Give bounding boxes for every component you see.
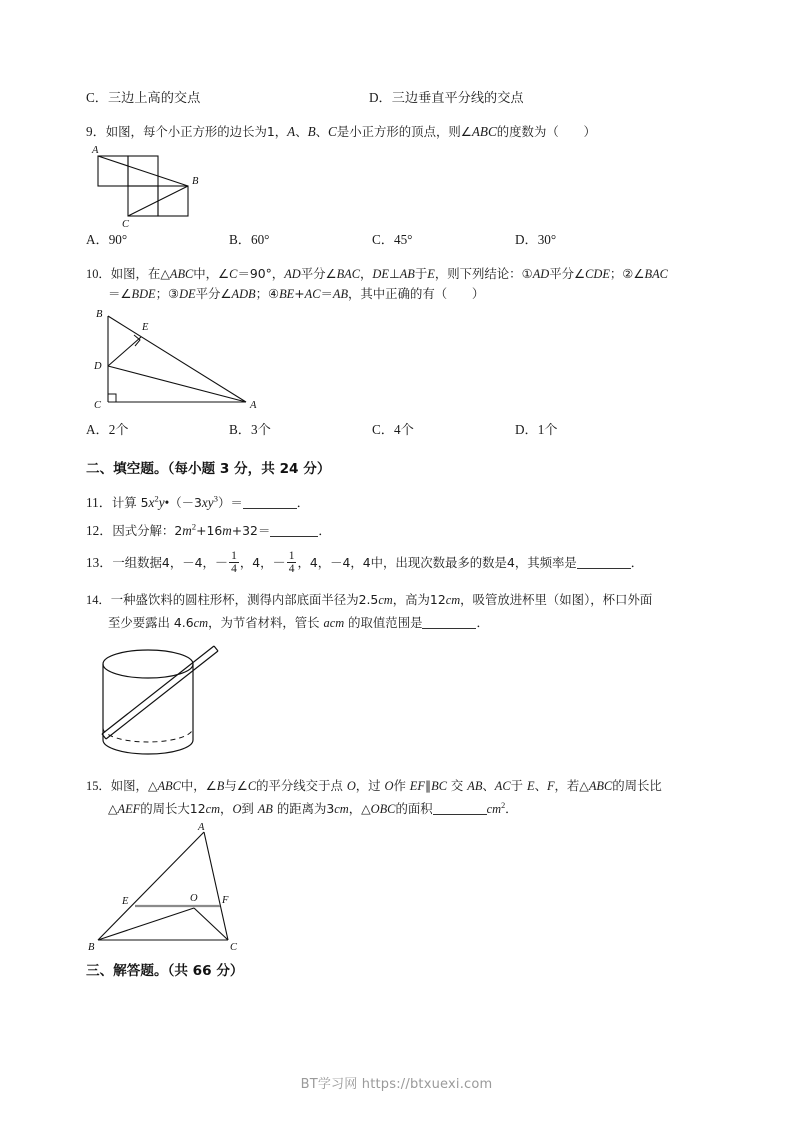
q15-v3: C [247,779,257,793]
q9-text-1: 如图，每个小正方形的边长为1， [105,124,288,139]
q9-option-c[interactable]: C．45° [372,232,413,247]
q11-period: ． [296,495,310,510]
q15-t13: 的周长比 [612,778,662,793]
q12-number: 12． [86,523,113,538]
q15-label-O: O [190,893,198,904]
q10-options-row [86,420,708,440]
q12-t1: 因式分解：2 [112,523,183,538]
q13-t3: ，4，－4，4中，出现次数最多的数是4，其频率是 [297,555,577,570]
q10-stem-line1 [86,264,708,284]
q12-sup1: 2 [191,521,197,532]
q15-label-E: E [122,896,129,907]
q9-grid-figure-svg [86,142,266,230]
q15-figure [86,822,708,954]
q8-options-row [86,88,708,108]
q15-v5: O [384,779,394,793]
q14-t2: ，高为12 [392,592,446,607]
q11-v1: x [148,495,155,510]
q10-l2-t1: ＝∠ [108,286,132,301]
q10-l2-v5: AC [304,287,321,301]
q10-v5: DE [372,267,389,281]
q14-period: ． [476,615,489,630]
q14-t1: 一种盛饮料的圆柱形杯，测得内部底面半径为2.5 [110,592,379,607]
q14-stem-line2 [86,610,708,636]
q15-l2-t3: ， [220,801,233,816]
q15-l2-t6: ，△ [348,801,371,816]
q15-label-F: F [222,895,229,906]
q10-l2-t6: ＝ [320,286,333,301]
q11-t3: ）＝ [217,495,243,510]
q10-label-B: B [96,309,103,320]
q14-unit-3: cm [193,616,209,630]
q15-l2-v6: OBC [370,802,396,816]
q14-cylinder-figure-svg [86,636,246,776]
q10-l2-t3: 平分∠ [195,286,232,301]
q10-triangle-figure-svg [86,304,286,420]
q12-t2: +16 [196,523,223,538]
q10-l2-t7: ，其中正确的有（ ） [348,286,485,301]
q9-var-b: B [307,124,316,139]
q15-v11: F [546,779,555,793]
q9-label-C: C [122,219,130,230]
q15-t9: 、 [482,778,495,793]
q10-v10: BAC [644,267,668,281]
q10-l2-t2: ；③ [155,286,180,301]
q14-t3: ，吸管放进杯里（如图），杯口外面 [460,592,653,607]
q15-v2: B [216,779,225,793]
q9-stem [86,122,708,142]
q10-label-E: E [142,322,149,333]
q10-v8: AD [532,267,550,281]
q11-v2: y [158,495,165,510]
q14-figure [86,636,708,776]
q14-l2-t3: 的取值范围是 [344,615,423,630]
q10-t1: 如图，在△ [110,266,170,281]
q15-t2: 中，∠ [180,778,217,793]
q15-l2-t5: 的距离为3 [272,801,335,816]
q13-period: ． [630,555,644,570]
q10-l2-v3: ADB [231,287,256,301]
q15-v12: ABC [588,779,613,793]
q11-t2: （－3 [169,495,202,510]
q10-t2: 中，∠ [193,266,230,281]
q10-stem-line2 [86,284,708,304]
q8-option-d[interactable]: D．三边垂直平分线的交点 [369,90,524,105]
q13-frac2-den: 4 [288,563,295,576]
q10-label-D: D [94,361,102,372]
q15-l2-t1: △ [108,801,118,816]
q15-t4: 的平分线交于点 [256,778,347,793]
q15-v7: BC [431,779,447,793]
q10-t9: 平分∠ [549,266,586,281]
q11-t1: 计算 5 [111,495,149,510]
q15-period: ． [505,801,518,816]
q9-option-d[interactable]: D．30° [515,232,557,247]
q11-sup2: 3 [213,493,218,504]
q9-options-row [86,230,708,250]
q15-t10: 于 [510,778,527,793]
q10-label-C: C [94,400,102,411]
q12-answer-blank[interactable] [270,523,318,537]
q15-stem-line2 [86,796,708,822]
q15-stem-line1 [86,776,708,796]
q11-v3: xy [201,495,214,510]
q9-label-B: B [192,176,199,187]
q9-option-b[interactable]: B．60° [229,232,270,247]
q14-l2-t2: ，为节省材料，管长 [208,615,324,630]
q10-figure [86,304,708,420]
q9-var-abc: ABC [471,124,497,139]
q13-fraction-2 [272,550,298,576]
q11-sup1: 2 [154,493,159,504]
q13-number: 13． [86,555,113,570]
q9-label-A: A [92,145,99,156]
q13-t2: ，4， [239,555,273,570]
q14-number: 14． [86,593,111,607]
q15-triangle-figure-svg [86,822,286,954]
page-footer-watermark: BT学习网 https://btxuexi.com [300,1077,493,1092]
q12-stem [86,516,708,546]
q15-answer-blank[interactable] [433,801,487,815]
q15-t7: ∥ [424,778,432,793]
q10-t8: ，则下列结论：① [434,266,533,281]
q11-number: 11． [86,495,112,510]
q9-number: 9． [86,124,106,139]
q15-t6: 作 [393,778,410,793]
q9-sep-1: 、 [295,124,308,139]
q15-v1: ABC [157,779,181,793]
q14-stem-line1 [86,590,708,610]
q15-v8: AB [467,779,483,793]
q15-number: 15． [86,779,111,793]
q14-unit-1: cm [378,593,393,607]
q15-l2-t2: 的周长大12 [140,801,206,816]
q15-v10: E [526,779,535,793]
q14-var-acm: acm [323,616,345,630]
q13-t1: 一组数据4，－4， [112,555,215,570]
q15-v6: EF [409,779,425,793]
q9-var-a: A [287,124,296,139]
section-3-heading: 三、解答题。（共 66 分） [86,963,244,979]
q10-v7: E [427,267,435,281]
q10-v2: C [229,267,238,281]
q15-t12: ，若△ [554,778,589,793]
q14-answer-blank[interactable] [422,615,476,629]
q10-l2-v1: BDE [131,287,156,301]
q12-v1: m [182,523,192,538]
q10-l2-t4: ；④ [255,286,280,301]
q9-var-c: C [328,124,337,139]
q15-v9: AC [494,779,511,793]
q10-l2-v6: AB [332,287,349,301]
q9-text-3: 的度数为（ ） [496,124,596,139]
q10-v4: BAC [336,267,361,281]
q10-l2-v2: DE [179,287,196,301]
q15-l2-v1: AEF [117,802,141,816]
q13-frac1-num: 1 [231,550,237,563]
q15-l2-v2: cm [205,802,221,816]
q14-unit-2: cm [445,593,461,607]
q13-answer-blank[interactable] [577,555,631,569]
page-content [86,88,708,982]
q12-period: ． [318,523,331,538]
q15-v4: O [346,779,356,793]
q10-option-c[interactable]: C．4个 [372,422,414,437]
q11-answer-blank[interactable] [243,495,297,509]
q10-t10: ；②∠ [609,266,645,281]
q15-l2-t4: 到 [241,801,258,816]
q15-unit-sup: 2 [501,800,506,810]
q10-option-d[interactable]: D．1个 [515,422,558,437]
q15-l2-t7: 的面积 [395,801,433,816]
q10-number: 10． [86,267,111,281]
q10-t4: 平分∠ [300,266,337,281]
q10-v6: AB [399,267,415,281]
q15-label-A: A [198,822,205,833]
q9-text-2: 是小正方形的顶点，则∠ [336,124,472,139]
q15-l2-v3: O [232,802,242,816]
q9-option-a[interactable]: A．90° [86,232,128,247]
q10-t7: 于 [414,266,428,281]
q11-mult-dot: • [164,495,170,510]
q15-label-B: B [88,942,95,953]
q15-label-C: C [230,942,238,953]
q10-l2-v4: BE [279,287,295,301]
q10-label-A: A [250,400,257,411]
q15-t3: 与∠ [224,778,248,793]
q13-frac1-sign: － [214,555,229,570]
q13-frac1-den: 4 [231,563,237,576]
q10-l2-t5: + [294,286,305,301]
q10-t5: ， [360,266,373,281]
q15-l2-v5: cm [334,802,349,816]
q10-v1: ABC [169,267,194,281]
q9-sep-2: 、 [315,124,329,139]
q8-option-c[interactable]: C．三边上高的交点 [86,90,201,105]
q15-unit-cm: cm [486,802,502,816]
q13-stem [86,546,708,580]
q12-v2: m [222,523,232,538]
q15-l2-v4: AB [257,802,273,816]
q15-t11: 、 [534,778,547,793]
q10-t6: ⊥ [388,266,400,281]
q14-l2-t1: 至少要露出 4.6 [108,615,194,630]
q13-fraction-1 [214,550,240,576]
q15-t8: 交 [446,778,468,793]
section-2-heading: 二、填空题。（每小题 3 分，共 24 分） [86,461,331,477]
q9-figure [86,142,708,230]
q15-t5: ，过 [355,778,385,793]
q10-option-b[interactable]: B．3个 [229,422,271,437]
q12-t3: +32＝ [231,523,271,538]
q10-t3: ＝90°， [237,266,285,281]
q13-frac2-num: 1 [288,550,295,563]
q13-frac2-sign: － [272,555,286,570]
q11-stem [86,490,708,516]
q10-v3: AD [284,267,301,281]
q15-t1: 如图，△ [110,778,158,793]
q10-option-a[interactable]: A．2个 [86,422,129,437]
q10-v9: CDE [585,267,610,281]
